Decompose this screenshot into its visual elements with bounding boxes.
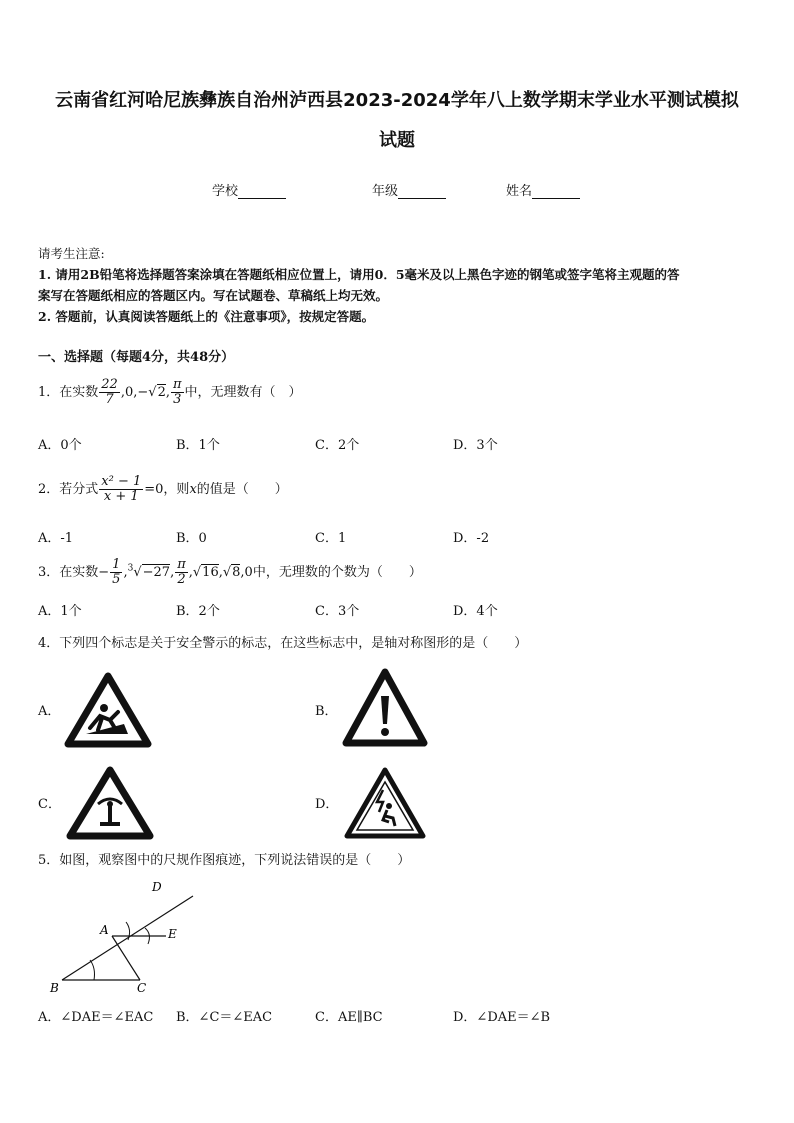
- q1-sqrt: 2: [157, 385, 166, 400]
- q1-fraction: $\frac{22}{7}$: [101, 377, 118, 407]
- question-5: 5．如图，观察图中的尺规作图痕迹，下列说法错误的是（ ）: [38, 853, 411, 868]
- name-label: 姓名: [506, 184, 533, 199]
- question-3: 3．在实数− $\frac{1}{5}$ ,$^3$√−27, $\frac{\pi}{2}$ ,√16,√8,0中，无理数的个数为（ ）: [38, 557, 422, 587]
- grade-field: [372, 180, 446, 199]
- grade-label: 年级: [372, 184, 399, 199]
- q3-option-a[interactable]: A．1个: [38, 604, 82, 619]
- q1-option-b[interactable]: B．1个: [176, 438, 220, 453]
- q1-option-c[interactable]: C．2个: [315, 438, 360, 453]
- grade-blank[interactable]: [398, 184, 446, 199]
- q1-pi-fraction: $\frac{\pi}{3}$: [172, 377, 182, 407]
- notice-item-2: 2. 答题前，认真阅读答题纸上的《注意事项》，按规定答题。: [38, 309, 375, 324]
- school-blank[interactable]: [238, 184, 286, 199]
- q1-suffix: 中，无理数有（ ）: [184, 385, 302, 400]
- electric-shock-warning-icon: [343, 766, 427, 840]
- exclamation-warning-icon: [342, 668, 428, 748]
- notice-heading: 请考生注意:: [38, 246, 105, 261]
- q2-option-d[interactable]: D．-2: [453, 531, 490, 546]
- question-2: 2．若分式 $\frac{\text{x² − 1}}{x + 1}$ =0，则x的值是（ ）: [38, 474, 288, 504]
- q3-option-b[interactable]: B．2个: [176, 604, 220, 619]
- q4-option-a[interactable]: A．: [38, 704, 61, 719]
- q2-option-b[interactable]: B．0: [176, 531, 207, 546]
- q2-fraction: $\frac{\text{x² − 1}}{x + 1}$: [101, 474, 142, 504]
- q1-option-d[interactable]: D．3个: [453, 438, 498, 453]
- q5-option-d[interactable]: D．∠DAE＝∠B: [453, 1010, 551, 1025]
- q5-geometry-figure: [40, 876, 200, 1000]
- q2-prefix: 2．若分式: [38, 482, 99, 497]
- label-d: D: [152, 880, 162, 894]
- q2-option-a[interactable]: A．-1: [38, 531, 74, 546]
- q3-option-c[interactable]: C．3个: [315, 604, 360, 619]
- q3-option-d[interactable]: D．4个: [453, 604, 498, 619]
- label-c: C: [137, 981, 147, 995]
- question-1: 1．在实数 $\frac{22}{7}$ ,0,−√2, $\frac{\pi}{3}$ 中，无理数有（ ）: [38, 377, 302, 407]
- q4-option-b[interactable]: B．: [315, 704, 338, 719]
- q5-option-c[interactable]: C．AE∥BC: [315, 1010, 383, 1025]
- antenna-warning-icon: [66, 766, 154, 840]
- notice-block: [38, 243, 760, 327]
- name-field: [506, 180, 580, 199]
- section-heading: 一、选择题（每题4分，共48分）: [38, 350, 235, 365]
- q3-pi-fraction: $\frac{\pi}{2}$: [177, 557, 186, 587]
- page-title-line2: 试题: [379, 130, 415, 151]
- label-b: B: [50, 981, 59, 995]
- q4-option-c[interactable]: C．: [38, 797, 61, 812]
- school-label: 学校: [212, 184, 239, 199]
- name-blank[interactable]: [532, 184, 580, 199]
- notice-item-1a: 1. 请用2B铅笔将选择题答案涂填在答题纸相应位置上，请用0．5毫米及以上黑色字迹的钢笔或签字笔将主观题的答: [38, 267, 680, 282]
- label-a: A: [100, 923, 109, 937]
- label-e: E: [168, 927, 177, 941]
- slippery-warning-icon: [64, 672, 152, 748]
- q3-fraction: $\frac{1}{5}$: [112, 557, 121, 587]
- notice-item-1b: 案写在答题纸相应的答题区内。写在试题卷、草稿纸上均无效。: [38, 288, 389, 303]
- q1-option-a[interactable]: A．0个: [38, 438, 82, 453]
- page-title: 云南省红河哈尼族彝族自治州泸西县2023-2024学年八上数学期末学业水平测试模拟: [55, 90, 739, 111]
- q5-option-b[interactable]: B．∠C＝∠EAC: [176, 1010, 273, 1025]
- q5-option-a[interactable]: A．∠DAE＝∠EAC: [38, 1010, 154, 1025]
- question-4: 4．下列四个标志是关于安全警示的标志，在这些标志中，是轴对称图形的是（ ）: [38, 636, 528, 651]
- q2-option-c[interactable]: C．1: [315, 531, 347, 546]
- q1-mid: ,0,−: [120, 385, 149, 400]
- q1-prefix: 1．在实数: [38, 385, 99, 400]
- q4-option-d[interactable]: D．: [315, 797, 339, 812]
- school-field: [212, 180, 286, 199]
